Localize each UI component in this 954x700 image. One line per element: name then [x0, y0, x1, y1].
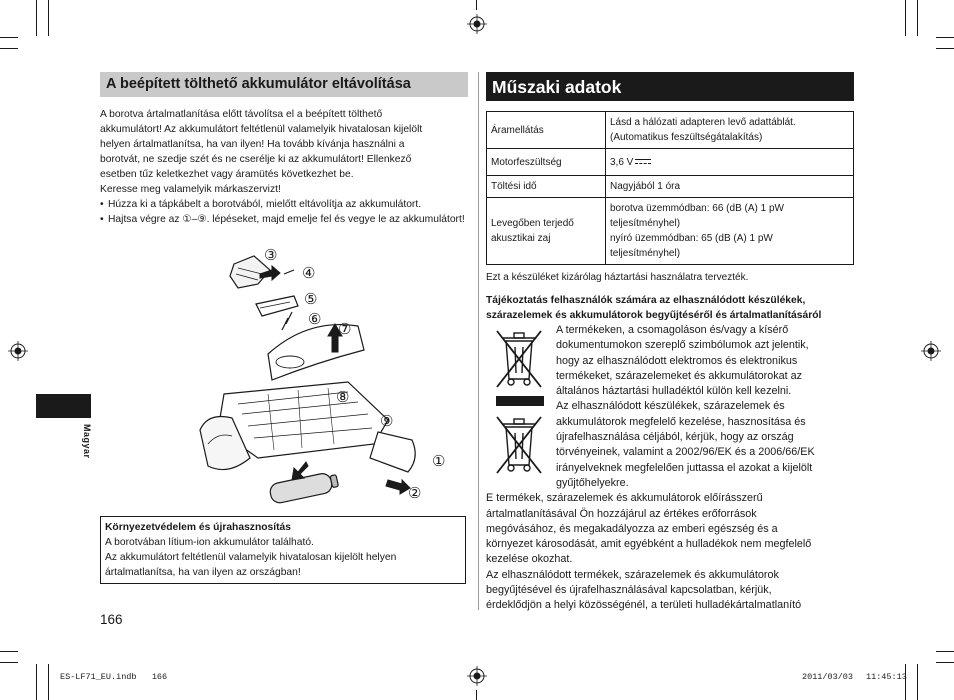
- crop-mark: [476, 0, 477, 10]
- step-label: ⑤: [304, 291, 318, 308]
- text-line: A borotvában lítium-ion akkumulátor található.: [105, 537, 314, 548]
- text-line: akkumulátort! Az akkumulátort feltétlenül valamelyik hivatalosan kijelölt: [100, 124, 423, 135]
- intro-text: [100, 107, 468, 227]
- table-row: [487, 176, 854, 198]
- step-label: ⑨: [380, 413, 394, 430]
- language-tab-label: Magyar: [82, 424, 92, 459]
- footer-file: ES-LF71_EU.indb 166: [60, 672, 168, 682]
- crossed-bin-icon: [494, 413, 544, 475]
- step-label: ①: [432, 453, 446, 470]
- text-line: Az akkumulátort feltétlenül valamelyik hivatalosan kijelölt helyen: [105, 552, 397, 563]
- crop-mark: [936, 48, 954, 49]
- step-label: ⑧: [336, 389, 350, 406]
- registration-mark-icon: [921, 341, 941, 361]
- screw: [284, 270, 294, 274]
- environment-box: [100, 516, 466, 584]
- usage-note: Ezt a készüléket kizárólag háztartási használatra tervezték.: [486, 272, 749, 283]
- spec-key: Motorfeszültség: [487, 149, 606, 176]
- crop-mark: [476, 690, 477, 700]
- crop-mark: [0, 37, 18, 38]
- disassembly-diagram: [198, 244, 456, 506]
- crop-mark: [905, 664, 906, 700]
- info-text: A termékeken, a csomagoláson és/vagy a kísérő dokumentumokon szereplő szimbólumok azt jelentik, hogy az elhasználódott elektromos és elektronikus termékeket, szárazelemeket és akkumulátorokat az általános háztartási hulladéktól külön kell kezelni. Az elhasználódott készülékek, szárazelemek és akkumulátorok megfelelő kezelése, hasznosítása és újrafelhasználása céljából, kérjük, hogy az ország törvényeinek, valamint a 2002/96/EK és a 2006/66/EK irányelveknek megfelelően juttassa el azokat a kijelölt gyűjtőhelyekre.: [556, 324, 815, 489]
- table-row: [487, 149, 854, 176]
- step-label: ②: [408, 485, 422, 502]
- spec-value: Lásd a hálózati adapteren levő adattáblát. (Automatikus feszültségátalakítás): [606, 112, 854, 149]
- crop-mark: [917, 0, 918, 36]
- footer-date: 2011/03/03: [802, 672, 854, 682]
- spec-key: Levegőben terjedő akusztikai zaj: [487, 198, 606, 265]
- spec-value: Nagyjából 1 óra: [606, 176, 854, 198]
- text-line: ártalmatlanítsa, ha van ilyen az országban!: [105, 567, 301, 578]
- crop-mark: [36, 664, 37, 700]
- footer-time: 11:45:13: [866, 672, 907, 682]
- step-label: ④: [302, 265, 316, 282]
- registration-mark-icon: [467, 14, 487, 34]
- instruction-list: [100, 197, 468, 227]
- text-line: A borotva ártalmatlanítása előtt távolítsa el a beépített tölthető: [100, 109, 383, 120]
- section-heading: Műszaki adatok: [486, 72, 854, 101]
- step-label: ⑥: [308, 311, 322, 328]
- environment-title: Környezetvédelem és újrahasznosítás: [105, 522, 291, 533]
- back-cover: [370, 432, 415, 472]
- crossed-bin-icon: [494, 327, 544, 389]
- right-column: [486, 72, 854, 614]
- text-line: Keresse meg valamelyik márkaszervizt!: [100, 184, 281, 195]
- arrow-icon: [386, 480, 410, 494]
- crop-mark: [936, 651, 954, 652]
- bin-underline-bar: [496, 396, 544, 406]
- section-heading: A beépített tölthető akkumulátor eltávolítása: [100, 72, 468, 97]
- battery: [269, 471, 340, 505]
- step-label: ⑦: [338, 321, 352, 338]
- text-line: esetben tűz keletkezhet vagy áramütés következhet be.: [100, 169, 354, 180]
- language-tab-bar: [36, 394, 91, 418]
- screw: [282, 318, 288, 330]
- crop-mark: [0, 651, 18, 652]
- text-line: helyen ártalmatlanítsa, ha van ilyen! Ha tovább kívánja használni a: [100, 139, 405, 150]
- spec-table: [486, 111, 854, 265]
- info-heading: Tájékoztatás felhasználók számára az elhasználódott készülékek, szárazelemek és akkumulátorok begyűjtéséről és ártalmatlanításáról: [486, 295, 822, 321]
- crop-mark: [48, 0, 49, 36]
- dc-symbol-icon: [635, 159, 651, 165]
- crop-mark: [0, 662, 18, 663]
- left-column: [100, 72, 468, 227]
- crop-mark: [917, 664, 918, 700]
- spec-value: 3,6 V: [606, 149, 854, 176]
- page-number: 166: [100, 612, 123, 627]
- crop-mark: [36, 0, 37, 36]
- table-row: [487, 198, 854, 265]
- spec-key: Áramellátás: [487, 112, 606, 149]
- spec-key: Töltési idő: [487, 176, 606, 198]
- crop-mark: [936, 37, 954, 38]
- spec-value: borotva üzemmódban: 66 (dB (A) 1 pW teljesítményhel) nyíró üzemmódban: 65 (dB (A) 1 pW teljesítményhel): [606, 198, 854, 265]
- registration-mark-icon: [467, 666, 487, 686]
- info-text: E termékek, szárazelemek és akkumulátorok előírásszerű ártalmatlanításával Ön hozzájárul az értékes erőforrások megóvásához, és megakadályozza az emberi egészség és a környezet károsodását, amit egyébként a hulladékok nem megfelelő kezelése okozhat. Az elhasználódott termékek, szárazelemek és akkumulátorok begyűjtésével és újrafelhasználásával kapcsolatban, kérjük, érdeklődjön a helyi közösségénél, a területi hulladékártalmatlanító: [486, 492, 812, 612]
- registration-mark-icon: [8, 341, 28, 361]
- crop-mark: [936, 662, 954, 663]
- step-label: ③: [264, 247, 278, 264]
- list-item: • Hajtsa végre az ①–⑨. lépéseket, majd emelje fel és vegye le az akkumulátort!: [100, 212, 468, 227]
- screw: [286, 312, 292, 324]
- text-line: borotvát, ne szedje szét és ne cserélje ki az akkumulátort! Ellenkező: [100, 154, 412, 165]
- list-item: • Húzza ki a tápkábelt a borotvából, mielőtt eltávolítja az akkumulátort.: [100, 197, 468, 212]
- column-divider: [478, 72, 479, 610]
- crop-mark: [0, 48, 18, 49]
- crop-mark: [48, 664, 49, 700]
- crop-mark: [905, 0, 906, 36]
- disposal-info: [486, 323, 854, 614]
- table-row: [487, 112, 854, 149]
